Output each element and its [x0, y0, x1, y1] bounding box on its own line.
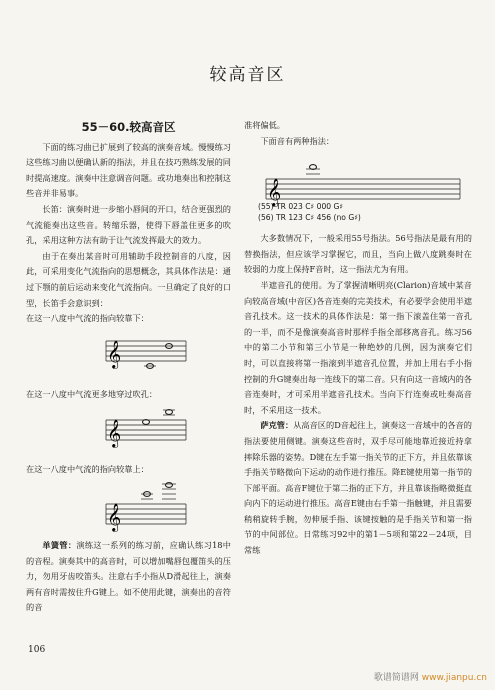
staff-caption-2: 在这一八度中气流更多地穿过吹孔： [26, 388, 158, 399]
page-number: 106 [28, 645, 46, 655]
fingering-caption: 下面音有两种指法： [260, 135, 335, 146]
saxophone-lead: 萨克管： [260, 420, 294, 431]
watermark-url: www.jianpu.cn [421, 673, 487, 683]
clarinet-text: 演练这一系列的练习前，应确认练习18中的音程。演奏其中的高音时，可以增加嘴唇包覆笛头的压力，勿用牙齿咬笛头。注意右手小指从D滑起往上，演奏两有音时需按住升G键上。如不使用此键，演奏出的音符的音 [26, 539, 231, 613]
svg-text:𝄞: 𝄞 [267, 178, 282, 207]
flute-paragraph: 长笛：演奏时进一步缩小唇间的开口，结合更强烈的气流能奏出这些音。转缩乐器，使得下唇盖住更多的吹孔，采用这种方法有助于让气流发挥最大的效力。 [26, 203, 231, 246]
clarinet-lead: 单簧管： [42, 539, 77, 550]
watermark-text: 歌谱简谱网 [373, 673, 419, 683]
airflow-paragraph: 由于在奏出某音时可用辅助手段控制音的八度，因此，可采用变化气流指向的思想概念，其具体作法是：通过下颚的前后运动来变化气流指向。一旦确定了良好的口型，长笛手会意识到： [26, 250, 231, 308]
fingering-staff [244, 153, 472, 225]
half-hole-paragraph: 半遮音孔的使用。为了掌握清晰明亮(Clarion)音域中某音向较高音域(中音区)各音连奏的完美技术，有必要学会使用半遮音孔技术。这一技术的具体作法是：第一指下滚盖住第一音孔的一半，而不是像演奏高音时那样手指全部移离音孔。练习56中的第二小节和第三小节是一种绝妙的几例，因为演奏它们时，可以直接将第一指滚到半遮音孔位置，并加上用右手小指控制的升G键奏出每一连线下的第二音。只有向这一音域内的各音连奏时，才可采用半遮音孔技术。当向下行连奏或吐奏高音时，不采用这一技术。 [244, 279, 472, 415]
svg-text:𝄞: 𝄞 [107, 419, 122, 448]
svg-text:𝄞: 𝄞 [107, 502, 122, 531]
page-title: 较高音区 [209, 65, 286, 85]
section-title: 55－60.较高音区 [81, 120, 176, 134]
intro-paragraph: 下面的练习曲已扩展到了较高的演奏音域。慢慢练习这些练习曲以便确认新的指法，并且在技巧熟练发展的同时提高速度。演奏中注意调音问题。或功地奏出和控制这些音并非易事。 [26, 141, 231, 199]
right-column [244, 118, 472, 559]
saxophone-text: 从高音区的D音起往上，演奏这一音域中的各音的指法要使用侧键。演奏这些音时，双手尽可能地靠近接近持拿摔除乐器的姿势。D键在左手第一指关节的正下方，并且依靠该手指关节略微向下运动的动作进行推压。降E键使用第一指节的下部平面。高音F键位于第二指的正下方，并且靠该指略微挺直向内下的运动进行推压。高音E键由右手第一指触键，并且需要稍稍旋转手腕，勿伸展手指、该键按触的是手指关节和第一指节的中间部位。日常练习92中的第1－5项和第22－24项，目常练 [244, 420, 472, 556]
svg-text:𝄞: 𝄞 [107, 339, 122, 368]
staff-caption-3: 在这一八度中气流的指向较靠上： [26, 464, 149, 475]
left-column [26, 120, 231, 616]
staff-caption-1: 在这一八度中气流的指向较靠下： [26, 313, 149, 324]
fingering-paragraph: 大多数情况下，一般采用55号指法。56号指法是最有用的替换指法，但应该学习掌握它，而且，当向上做八度跳奏时在较弱的力度上保持F音时，这一指法尤为有用。 [244, 233, 472, 275]
music-staff-low [26, 331, 231, 383]
clarinet-paragraph [26, 538, 231, 616]
music-staff-high [26, 482, 231, 534]
continued-text: 准将偏低。 [244, 120, 285, 130]
music-staff-mid [26, 406, 231, 458]
fingering-line-56: (56) TR 123 C♯ 456 (no G♯) [258, 213, 361, 223]
watermark [374, 670, 487, 683]
saxophone-paragraph [244, 418, 472, 558]
fingering-line-55: (55) TR 023 C♯ 000 G♯ [258, 202, 344, 212]
